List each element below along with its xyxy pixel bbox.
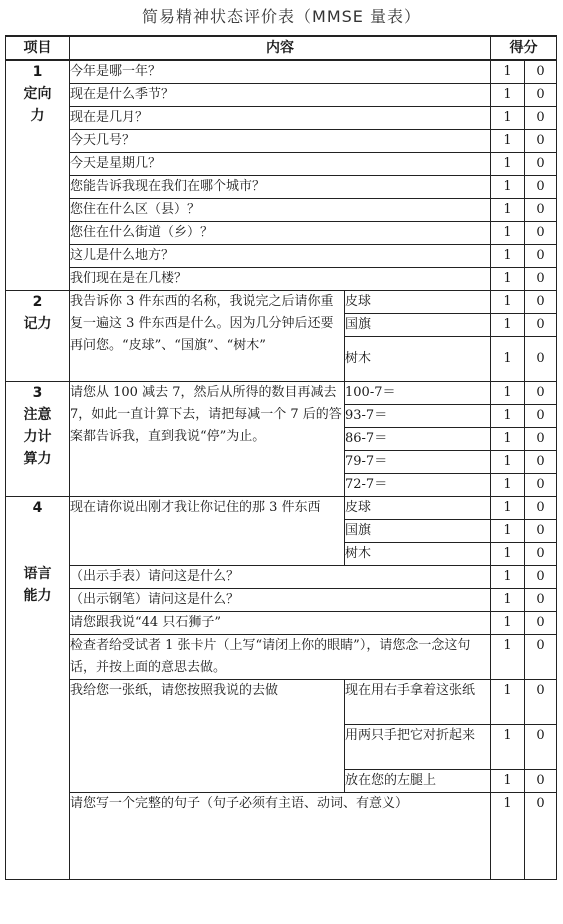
score-1-cell: 1 <box>491 60 525 84</box>
sub-item-cell: 国旗 <box>345 314 491 337</box>
question-cell: 您住在什么街道（乡）？ <box>70 222 491 245</box>
table-row <box>6 245 557 268</box>
question-cell: 现在请你说出刚才我让你记住的那 3 件东西 <box>70 497 345 566</box>
table-row <box>6 153 557 176</box>
sub-item-cell: 用两只手把它对折起来 <box>345 725 491 770</box>
table-row <box>6 268 557 291</box>
table-row <box>6 84 557 107</box>
score-0-cell: 0 <box>525 382 557 405</box>
table-row <box>6 382 557 405</box>
score-1-cell: 1 <box>491 84 525 107</box>
sub-item-cell: 79-7＝ <box>345 451 491 474</box>
score-1-cell: 1 <box>491 337 525 382</box>
score-0-cell: 0 <box>525 725 557 770</box>
score-0-cell: 0 <box>525 612 557 635</box>
score-1-cell: 1 <box>491 566 525 589</box>
category-attention <box>6 382 70 497</box>
header-content: 内容 <box>70 36 491 60</box>
score-1-cell: 1 <box>491 199 525 222</box>
question-cell: （出示手表）请问这是什么？ <box>70 566 491 589</box>
score-1-cell: 1 <box>491 268 525 291</box>
sub-item-cell: 93-7＝ <box>345 405 491 428</box>
table-row <box>6 291 557 314</box>
table-row <box>6 497 557 520</box>
question-cell: 请您跟我说“44 只石狮子” <box>70 612 491 635</box>
table-row <box>6 130 557 153</box>
sub-item-cell: 皮球 <box>345 291 491 314</box>
score-1-cell: 1 <box>491 451 525 474</box>
score-0-cell: 0 <box>525 291 557 314</box>
question-cell: 今天是星期几？ <box>70 153 491 176</box>
table-row <box>6 680 557 725</box>
category-label: 语言能力 <box>23 566 52 604</box>
score-1-cell: 1 <box>491 793 525 880</box>
category-number: 4 <box>32 500 43 516</box>
table-row <box>6 612 557 635</box>
sub-item-cell: 100-7＝ <box>345 382 491 405</box>
table-row <box>6 793 557 880</box>
category-number: 2 <box>32 294 43 310</box>
category-memory <box>6 291 70 382</box>
mmse-table <box>5 35 557 880</box>
score-0-cell: 0 <box>525 474 557 497</box>
score-0-cell: 0 <box>525 153 557 176</box>
sub-item-cell: 86-7＝ <box>345 428 491 451</box>
score-0-cell: 0 <box>525 337 557 382</box>
score-0-cell: 0 <box>525 566 557 589</box>
score-0-cell: 0 <box>525 793 557 880</box>
score-1-cell: 1 <box>491 291 525 314</box>
score-1-cell: 1 <box>491 474 525 497</box>
sub-item-cell: 国旗 <box>345 520 491 543</box>
score-1-cell: 1 <box>491 520 525 543</box>
table-row <box>6 566 557 589</box>
score-0-cell: 0 <box>525 199 557 222</box>
page-title: 简易精神状态评价表（MMSE 量表） <box>142 7 421 26</box>
score-1-cell: 1 <box>491 405 525 428</box>
category-number: 3 <box>32 385 43 401</box>
score-0-cell: 0 <box>525 428 557 451</box>
question-cell: 我们现在是在几楼？ <box>70 268 491 291</box>
question-cell: 现在是几月？ <box>70 107 491 130</box>
score-0-cell: 0 <box>525 314 557 337</box>
question-cell: 现在是什么季节？ <box>70 84 491 107</box>
score-1-cell: 1 <box>491 153 525 176</box>
question-cell: 请您从 100 减去 7，然后从所得的数目再减去 7，如此一直计算下去，请把每减一个 7 后的答案都告诉我，直到我说“停”为止。 <box>70 382 345 497</box>
score-0-cell: 0 <box>525 130 557 153</box>
category-number: 1 <box>32 64 43 80</box>
question-cell: 您住在什么区（县）？ <box>70 199 491 222</box>
header-score: 得分 <box>491 36 557 60</box>
score-0-cell: 0 <box>525 107 557 130</box>
score-0-cell: 0 <box>525 176 557 199</box>
score-1-cell: 1 <box>491 589 525 612</box>
header-item: 项目 <box>6 36 70 60</box>
score-1-cell: 1 <box>491 176 525 199</box>
category-language <box>6 497 70 880</box>
category-label: 记力 <box>23 316 52 332</box>
sub-item-cell: 现在用右手拿着这张纸 <box>345 680 491 725</box>
table-row <box>6 107 557 130</box>
score-0-cell: 0 <box>525 770 557 793</box>
score-0-cell: 0 <box>525 60 557 84</box>
score-1-cell: 1 <box>491 680 525 725</box>
question-cell: 今年是哪一年？ <box>70 60 491 84</box>
question-cell: 今天几号？ <box>70 130 491 153</box>
score-1-cell: 1 <box>491 382 525 405</box>
question-cell: 检查者给受试者 1 张卡片（上写“请闭上你的眼睛”），请您念一念这句话，并按上面的意思去做。 <box>70 635 491 680</box>
score-1-cell: 1 <box>491 130 525 153</box>
sub-item-cell: 放在您的左腿上 <box>345 770 491 793</box>
table-row <box>6 60 557 84</box>
score-1-cell: 1 <box>491 314 525 337</box>
score-1-cell: 1 <box>491 497 525 520</box>
score-1-cell: 1 <box>491 770 525 793</box>
score-0-cell: 0 <box>525 222 557 245</box>
table-row <box>6 222 557 245</box>
score-1-cell: 1 <box>491 428 525 451</box>
score-1-cell: 1 <box>491 543 525 566</box>
question-cell: （出示钢笔）请问这是什么？ <box>70 589 491 612</box>
score-0-cell: 0 <box>525 451 557 474</box>
table-header-row <box>6 36 557 60</box>
table-row <box>6 635 557 680</box>
score-1-cell: 1 <box>491 222 525 245</box>
table-row <box>6 589 557 612</box>
score-0-cell: 0 <box>525 405 557 428</box>
score-0-cell: 0 <box>525 497 557 520</box>
question-cell: 我告诉你 3 件东西的名称，我说完之后请你重复一遍这 3 件东西是什么。因为几分钟后还要再问您。“皮球”、“国旗”、“树木” <box>70 291 345 382</box>
question-cell: 这儿是什么地方？ <box>70 245 491 268</box>
score-0-cell: 0 <box>525 245 557 268</box>
table-row <box>6 176 557 199</box>
question-cell: 您能告诉我现在我们在哪个城市？ <box>70 176 491 199</box>
category-orientation <box>6 60 70 291</box>
score-0-cell: 0 <box>525 520 557 543</box>
score-1-cell: 1 <box>491 245 525 268</box>
score-1-cell: 1 <box>491 725 525 770</box>
sub-item-cell: 树木 <box>345 337 491 382</box>
question-cell: 我给您一张纸，请您按照我说的去做 <box>70 680 345 793</box>
score-0-cell: 0 <box>525 680 557 725</box>
score-0-cell: 0 <box>525 268 557 291</box>
sub-item-cell: 皮球 <box>345 497 491 520</box>
score-0-cell: 0 <box>525 635 557 680</box>
category-label: 定向力 <box>23 86 52 124</box>
sub-item-cell: 树木 <box>345 543 491 566</box>
question-cell: 请您写一个完整的句子（句子必须有主语、动词、有意义） <box>70 793 491 880</box>
score-1-cell: 1 <box>491 612 525 635</box>
score-1-cell: 1 <box>491 635 525 680</box>
score-0-cell: 0 <box>525 589 557 612</box>
score-0-cell: 0 <box>525 84 557 107</box>
category-label: 注意力计算力 <box>23 407 52 467</box>
score-1-cell: 1 <box>491 107 525 130</box>
score-0-cell: 0 <box>525 543 557 566</box>
table-row <box>6 199 557 222</box>
sub-item-cell: 72-7＝ <box>345 474 491 497</box>
